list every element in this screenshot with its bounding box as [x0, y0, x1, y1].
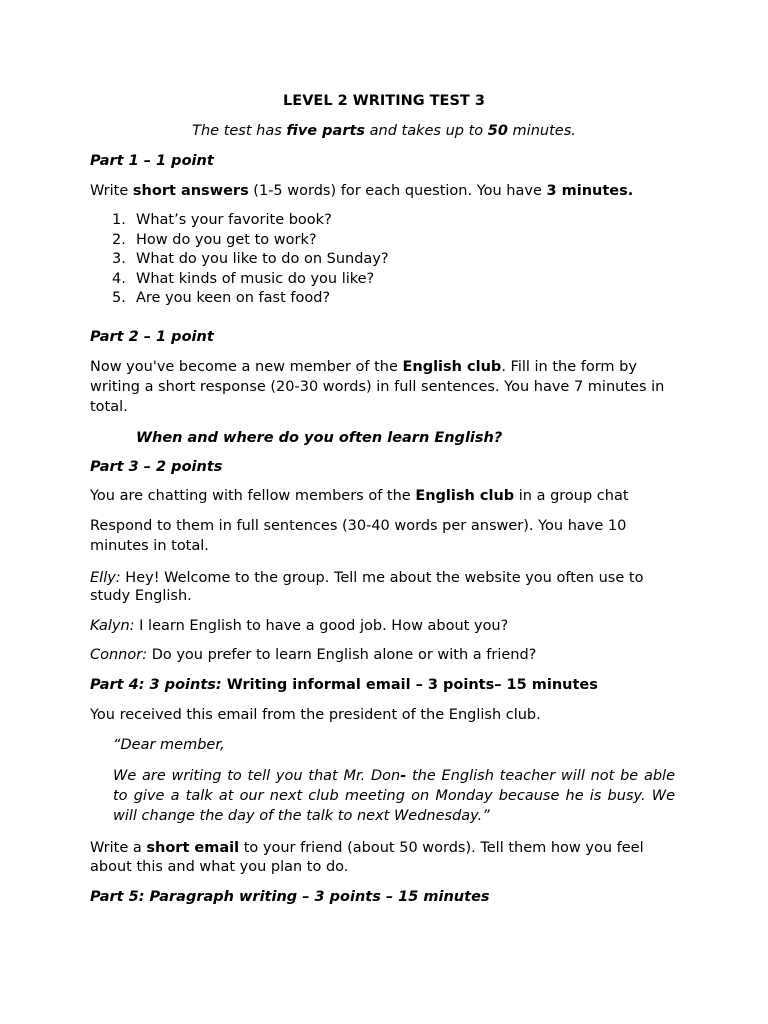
- chat-text: Do you prefer to learn English alone or with a friend?: [147, 647, 537, 663]
- english-club-label: English club: [415, 488, 515, 504]
- email-salutation: “Dear member,: [113, 737, 225, 753]
- email-body-text: the English teacher will not be able to give a talk at our next club meeting on Monday because he is busy. We will change the day of the talk to next Wednesday.”: [113, 768, 675, 824]
- question-number: 1.: [112, 212, 126, 228]
- chat-speaker: Kalyn:: [90, 618, 135, 634]
- part1-instr-bold: short answers: [132, 183, 249, 199]
- intro-text: The test has: [192, 123, 287, 139]
- chat-message-elly: [90, 569, 680, 605]
- part5-heading: Part 5: Paragraph writing – 3 points – 15 minutes: [90, 889, 490, 905]
- test-intro: [0, 121, 768, 141]
- list-item: [90, 250, 389, 270]
- part4-heading-label: Part 4: 3 points:: [90, 677, 222, 693]
- chat-message-kalyn: [90, 616, 680, 636]
- part4-task-text: Write a: [90, 840, 147, 856]
- part1-heading: Part 1 – 1 point: [90, 153, 214, 169]
- question-number: 4.: [112, 270, 126, 287]
- question-text: What do you like to do on Sunday?: [136, 251, 389, 268]
- question-number: 5.: [112, 290, 126, 307]
- part2-text: . Fill in the form by writing a short response (20-30 words) in full sentences. You have 7 minutes in total.: [90, 359, 665, 415]
- email-body-text: We are writing to tell you that Mr. Don: [113, 768, 401, 784]
- question-text: What kinds of music do you like?: [136, 270, 375, 287]
- intro-parts: five parts: [286, 123, 366, 139]
- part2-text: Now you've become a new member of the: [90, 359, 403, 375]
- part1-instr-bold: 3 minutes.: [546, 183, 634, 199]
- chat-text: Hey! Welcome to the group. Tell me about the website you often use to study English.: [90, 570, 644, 604]
- list-item: [90, 270, 389, 290]
- question-text: Are you keen on fast food?: [136, 290, 331, 307]
- part4-intro: You received this email from the president of the English club.: [90, 707, 541, 723]
- email-body-dash: -: [400, 768, 407, 784]
- email-body: [113, 766, 675, 826]
- part3-text: in a group chat: [514, 488, 629, 504]
- part1-instr-text: (1-5 words) for each question. You have: [248, 183, 547, 199]
- part3-text: You are chatting with fellow members of the: [90, 488, 416, 504]
- question-number: 2.: [112, 231, 126, 248]
- part1-instructions: [90, 181, 680, 201]
- part4-heading-text: Writing informal email – 3 points– 15 minutes: [221, 677, 598, 693]
- chat-text: I learn English to have a good job. How about you?: [134, 618, 509, 634]
- short-email-label: short email: [146, 840, 240, 856]
- list-item: [90, 211, 389, 231]
- chat-speaker: Connor:: [90, 647, 148, 663]
- question-number: 3.: [112, 251, 126, 268]
- question-text: What’s your favorite book?: [136, 212, 332, 228]
- intro-text: minutes.: [507, 123, 576, 139]
- part4-task-text: to your friend (about 50 words). Tell them how you feel about this and what you plan to do.: [90, 840, 644, 875]
- page-title: LEVEL 2 WRITING TEST 3: [283, 93, 485, 109]
- list-item: [90, 289, 389, 309]
- part3-heading: Part 3 – 2 points: [90, 459, 223, 475]
- list-item: [90, 231, 389, 251]
- intro-minutes: 50: [487, 123, 508, 139]
- part1-question-list: [90, 211, 389, 309]
- question-text: How do you get to work?: [136, 231, 317, 248]
- part2-question: When and where do you often learn English?: [136, 430, 503, 446]
- english-club-label: English club: [402, 359, 502, 375]
- part3-instructions: Respond to them in full sentences (30-40 words per answer). You have 10 minutes in total.: [90, 518, 627, 554]
- part2-heading: Part 2 – 1 point: [90, 329, 214, 345]
- part4-task: [90, 839, 680, 877]
- part2-paragraph: [90, 357, 680, 417]
- part1-instr-text: Write: [90, 183, 133, 199]
- chat-message-connor: [90, 645, 680, 665]
- part4-heading: [90, 675, 680, 695]
- chat-speaker: Elly:: [90, 570, 121, 586]
- part3-intro: [90, 486, 680, 506]
- intro-text: and takes up to: [365, 123, 488, 139]
